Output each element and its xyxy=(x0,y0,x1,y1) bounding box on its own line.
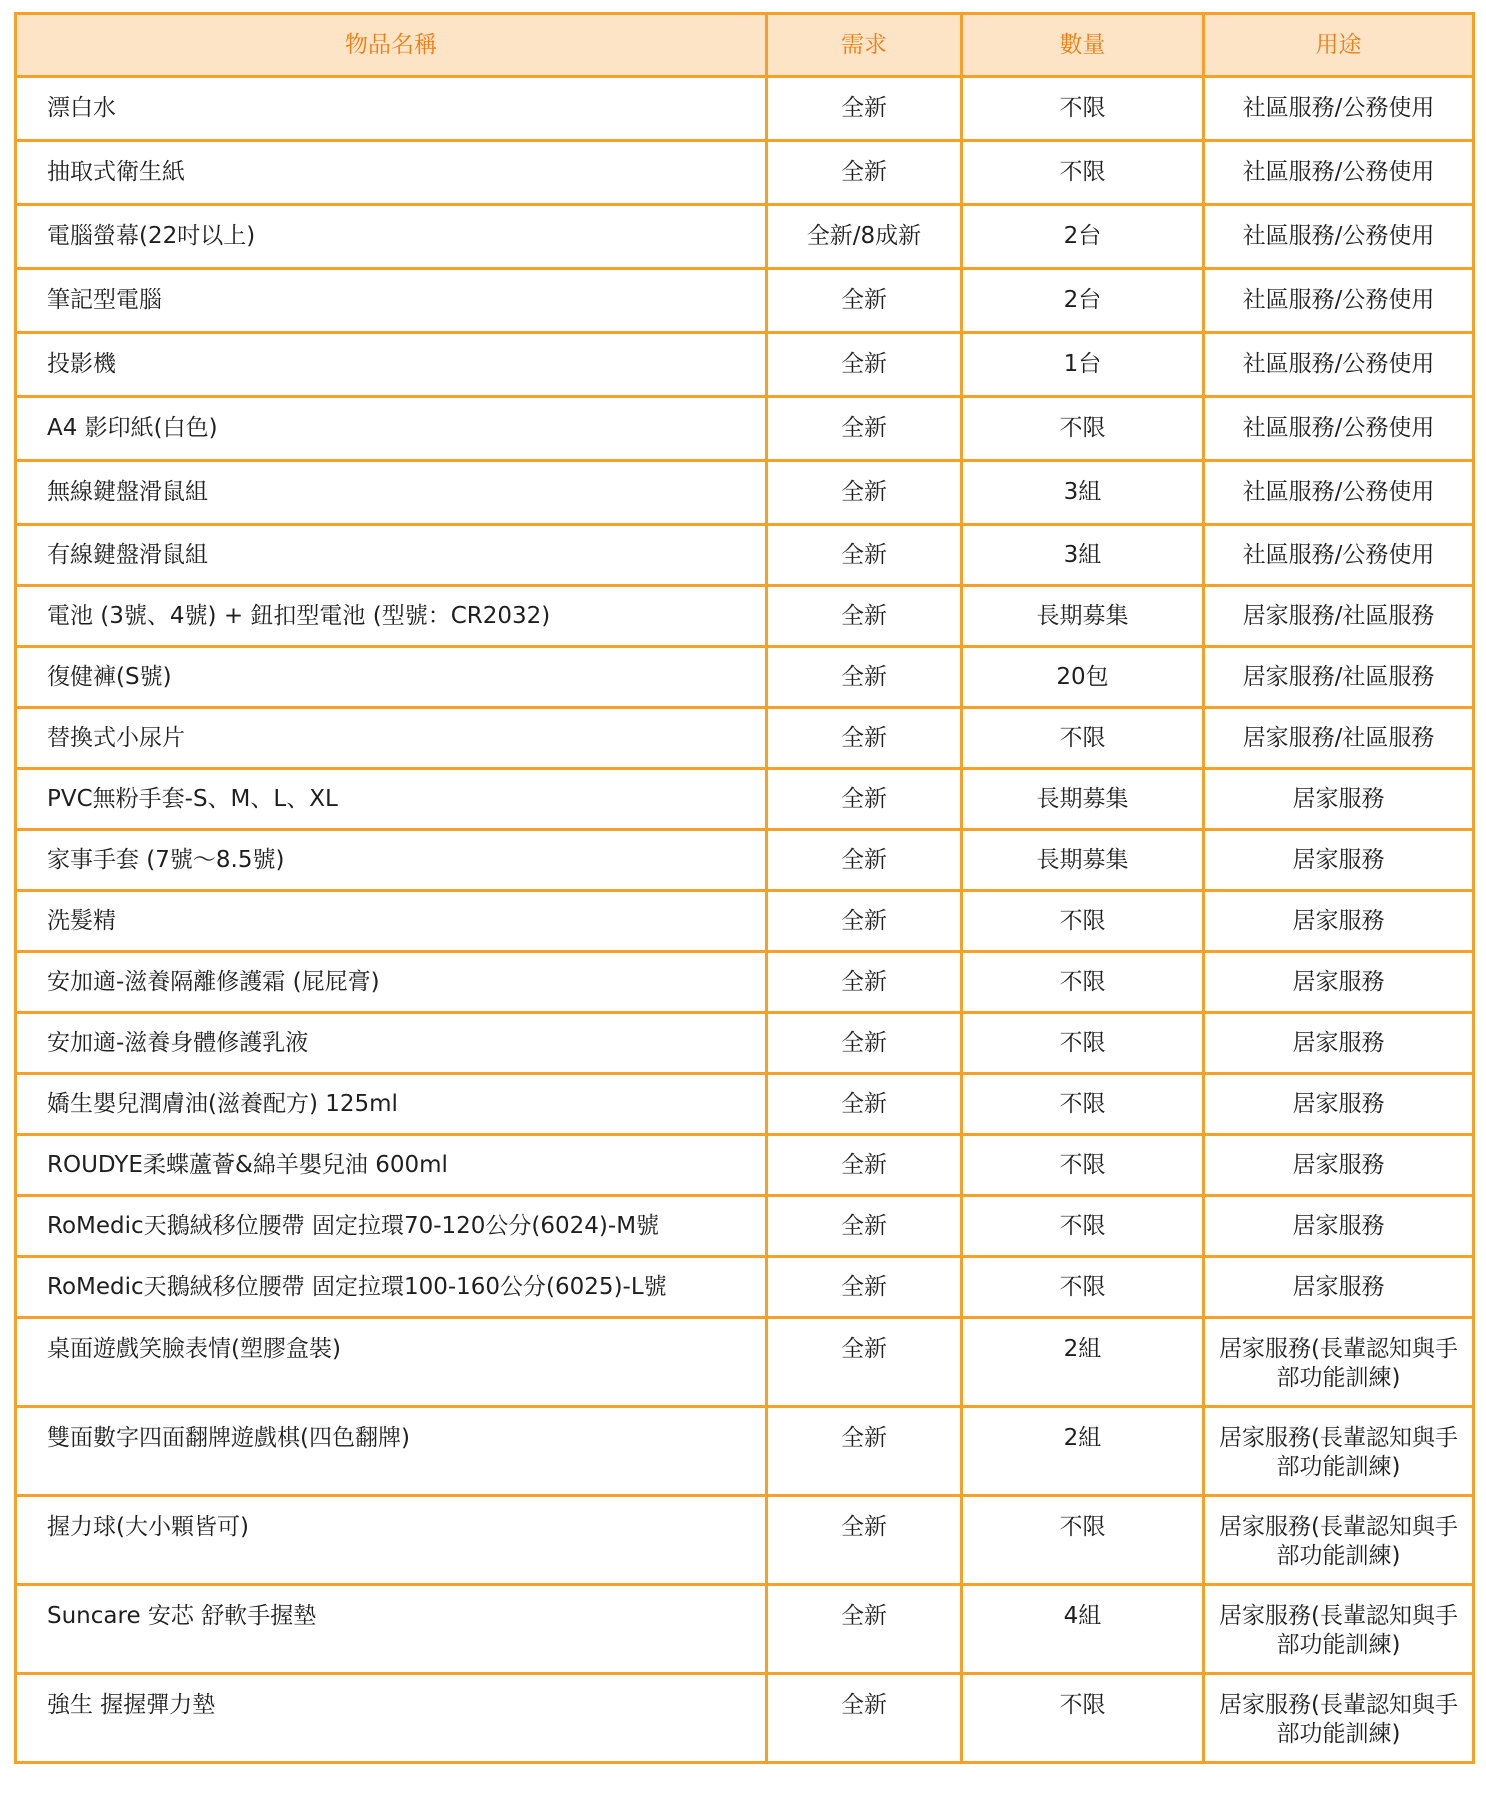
item-name-cell: 筆記型電腦 xyxy=(16,269,767,333)
quantity-cell: 不限 xyxy=(962,77,1204,141)
table-row xyxy=(16,1013,1474,1074)
need-cell: 全新 xyxy=(767,830,962,891)
table-row xyxy=(16,1496,1474,1585)
quantity-cell: 不限 xyxy=(962,1135,1204,1196)
quantity-cell: 不限 xyxy=(962,141,1204,205)
usage-cell: 居家服務 xyxy=(1204,1196,1474,1257)
need-cell: 全新 xyxy=(767,333,962,397)
usage-cell: 居家服務/社區服務 xyxy=(1204,647,1474,708)
table-body xyxy=(16,77,1474,1763)
quantity-cell: 不限 xyxy=(962,1257,1204,1318)
need-cell: 全新 xyxy=(767,1196,962,1257)
need-cell: 全新 xyxy=(767,397,962,461)
need-cell: 全新 xyxy=(767,1013,962,1074)
item-name-cell: 安加適-滋養身體修護乳液 xyxy=(16,1013,767,1074)
need-cell: 全新 xyxy=(767,586,962,647)
table-row xyxy=(16,586,1474,647)
usage-cell: 社區服務/公務使用 xyxy=(1204,461,1474,525)
usage-cell: 居家服務(長輩認知與手部功能訓練) xyxy=(1204,1585,1474,1674)
header-need: 需求 xyxy=(767,14,962,77)
quantity-cell: 不限 xyxy=(962,952,1204,1013)
usage-cell: 居家服務 xyxy=(1204,891,1474,952)
quantity-cell: 2組 xyxy=(962,1407,1204,1496)
item-name-cell: PVC無粉手套-S、M、L、XL xyxy=(16,769,767,830)
usage-cell: 社區服務/公務使用 xyxy=(1204,525,1474,586)
table-row xyxy=(16,333,1474,397)
table-row xyxy=(16,830,1474,891)
table-header-row xyxy=(16,14,1474,77)
usage-cell: 居家服務(長輩認知與手部功能訓練) xyxy=(1204,1496,1474,1585)
item-name-cell: 強生 握握彈力墊 xyxy=(16,1674,767,1763)
usage-cell: 居家服務 xyxy=(1204,769,1474,830)
quantity-cell: 不限 xyxy=(962,708,1204,769)
item-name-cell: 桌面遊戲笑臉表情(塑膠盒裝) xyxy=(16,1318,767,1407)
usage-cell: 居家服務/社區服務 xyxy=(1204,586,1474,647)
quantity-cell: 不限 xyxy=(962,1674,1204,1763)
quantity-cell: 不限 xyxy=(962,397,1204,461)
item-name-cell: 電腦螢幕(22吋以上) xyxy=(16,205,767,269)
table-row xyxy=(16,952,1474,1013)
quantity-cell: 2組 xyxy=(962,1318,1204,1407)
header-quantity: 數量 xyxy=(962,14,1204,77)
usage-cell: 居家服務 xyxy=(1204,1257,1474,1318)
quantity-cell: 20包 xyxy=(962,647,1204,708)
item-name-cell: 家事手套 (7號～8.5號) xyxy=(16,830,767,891)
need-cell: 全新 xyxy=(767,1496,962,1585)
table-row xyxy=(16,1257,1474,1318)
table-row xyxy=(16,1135,1474,1196)
usage-cell: 社區服務/公務使用 xyxy=(1204,269,1474,333)
need-cell: 全新 xyxy=(767,525,962,586)
usage-cell: 社區服務/公務使用 xyxy=(1204,77,1474,141)
header-item-name: 物品名稱 xyxy=(16,14,767,77)
table-row xyxy=(16,769,1474,830)
need-cell: 全新 xyxy=(767,269,962,333)
quantity-cell: 2台 xyxy=(962,269,1204,333)
table-row xyxy=(16,397,1474,461)
item-name-cell: 漂白水 xyxy=(16,77,767,141)
table-row xyxy=(16,269,1474,333)
usage-cell: 居家服務 xyxy=(1204,830,1474,891)
usage-cell: 居家服務(長輩認知與手部功能訓練) xyxy=(1204,1318,1474,1407)
need-cell: 全新 xyxy=(767,1674,962,1763)
table-row xyxy=(16,647,1474,708)
table-row xyxy=(16,77,1474,141)
usage-cell: 居家服務(長輩認知與手部功能訓練) xyxy=(1204,1407,1474,1496)
quantity-cell: 不限 xyxy=(962,1196,1204,1257)
quantity-cell: 長期募集 xyxy=(962,586,1204,647)
usage-cell: 居家服務 xyxy=(1204,1135,1474,1196)
quantity-cell: 1台 xyxy=(962,333,1204,397)
usage-cell: 居家服務 xyxy=(1204,1013,1474,1074)
usage-cell: 社區服務/公務使用 xyxy=(1204,205,1474,269)
table-row xyxy=(16,708,1474,769)
usage-cell: 居家服務 xyxy=(1204,952,1474,1013)
usage-cell: 社區服務/公務使用 xyxy=(1204,397,1474,461)
item-name-cell: Suncare 安芯 舒軟手握墊 xyxy=(16,1585,767,1674)
quantity-cell: 不限 xyxy=(962,1074,1204,1135)
need-cell: 全新 xyxy=(767,1318,962,1407)
quantity-cell: 3組 xyxy=(962,461,1204,525)
item-name-cell: 洗髮精 xyxy=(16,891,767,952)
table-row xyxy=(16,1407,1474,1496)
header-usage: 用途 xyxy=(1204,14,1474,77)
item-name-cell: 復健褲(S號) xyxy=(16,647,767,708)
item-name-cell: 雙面數字四面翻牌遊戲棋(四色翻牌) xyxy=(16,1407,767,1496)
table-row xyxy=(16,525,1474,586)
usage-cell: 居家服務/社區服務 xyxy=(1204,708,1474,769)
need-cell: 全新 xyxy=(767,1135,962,1196)
item-name-cell: 嬌生嬰兒潤膚油(滋養配方) 125ml xyxy=(16,1074,767,1135)
item-name-cell: A4 影印紙(白色) xyxy=(16,397,767,461)
item-name-cell: 安加適-滋養隔離修護霜 (屁屁膏) xyxy=(16,952,767,1013)
quantity-cell: 2台 xyxy=(962,205,1204,269)
usage-cell: 居家服務(長輩認知與手部功能訓練) xyxy=(1204,1674,1474,1763)
need-cell: 全新 xyxy=(767,708,962,769)
need-cell: 全新 xyxy=(767,461,962,525)
need-cell: 全新 xyxy=(767,141,962,205)
usage-cell: 社區服務/公務使用 xyxy=(1204,141,1474,205)
item-name-cell: RoMedic天鵝絨移位腰帶 固定拉環100-160公分(6025)-L號 xyxy=(16,1257,767,1318)
table-row xyxy=(16,891,1474,952)
need-cell: 全新 xyxy=(767,1407,962,1496)
need-cell: 全新 xyxy=(767,77,962,141)
table-row xyxy=(16,141,1474,205)
table-row xyxy=(16,205,1474,269)
table-row xyxy=(16,1196,1474,1257)
table-row xyxy=(16,1318,1474,1407)
table-row xyxy=(16,1674,1474,1763)
quantity-cell: 長期募集 xyxy=(962,769,1204,830)
usage-cell: 居家服務 xyxy=(1204,1074,1474,1135)
quantity-cell: 3組 xyxy=(962,525,1204,586)
need-cell: 全新 xyxy=(767,1074,962,1135)
item-name-cell: 握力球(大小顆皆可) xyxy=(16,1496,767,1585)
need-cell: 全新 xyxy=(767,1257,962,1318)
need-cell: 全新 xyxy=(767,769,962,830)
item-name-cell: RoMedic天鵝絨移位腰帶 固定拉環70-120公分(6024)-M號 xyxy=(16,1196,767,1257)
table-row xyxy=(16,461,1474,525)
item-name-cell: 抽取式衛生紙 xyxy=(16,141,767,205)
item-name-cell: 有線鍵盤滑鼠組 xyxy=(16,525,767,586)
table-row xyxy=(16,1074,1474,1135)
need-cell: 全新/8成新 xyxy=(767,205,962,269)
item-name-cell: 無線鍵盤滑鼠組 xyxy=(16,461,767,525)
quantity-cell: 4組 xyxy=(962,1585,1204,1674)
usage-cell: 社區服務/公務使用 xyxy=(1204,333,1474,397)
donation-items-table xyxy=(14,12,1475,1764)
item-name-cell: 替換式小尿片 xyxy=(16,708,767,769)
table-row xyxy=(16,1585,1474,1674)
quantity-cell: 不限 xyxy=(962,1013,1204,1074)
item-name-cell: 電池 (3號、4號) + 鈕扣型電池 (型號：CR2032) xyxy=(16,586,767,647)
quantity-cell: 不限 xyxy=(962,891,1204,952)
item-name-cell: ROUDYE柔蝶蘆薈&綿羊嬰兒油 600ml xyxy=(16,1135,767,1196)
need-cell: 全新 xyxy=(767,647,962,708)
quantity-cell: 長期募集 xyxy=(962,830,1204,891)
need-cell: 全新 xyxy=(767,891,962,952)
need-cell: 全新 xyxy=(767,1585,962,1674)
quantity-cell: 不限 xyxy=(962,1496,1204,1585)
item-name-cell: 投影機 xyxy=(16,333,767,397)
need-cell: 全新 xyxy=(767,952,962,1013)
